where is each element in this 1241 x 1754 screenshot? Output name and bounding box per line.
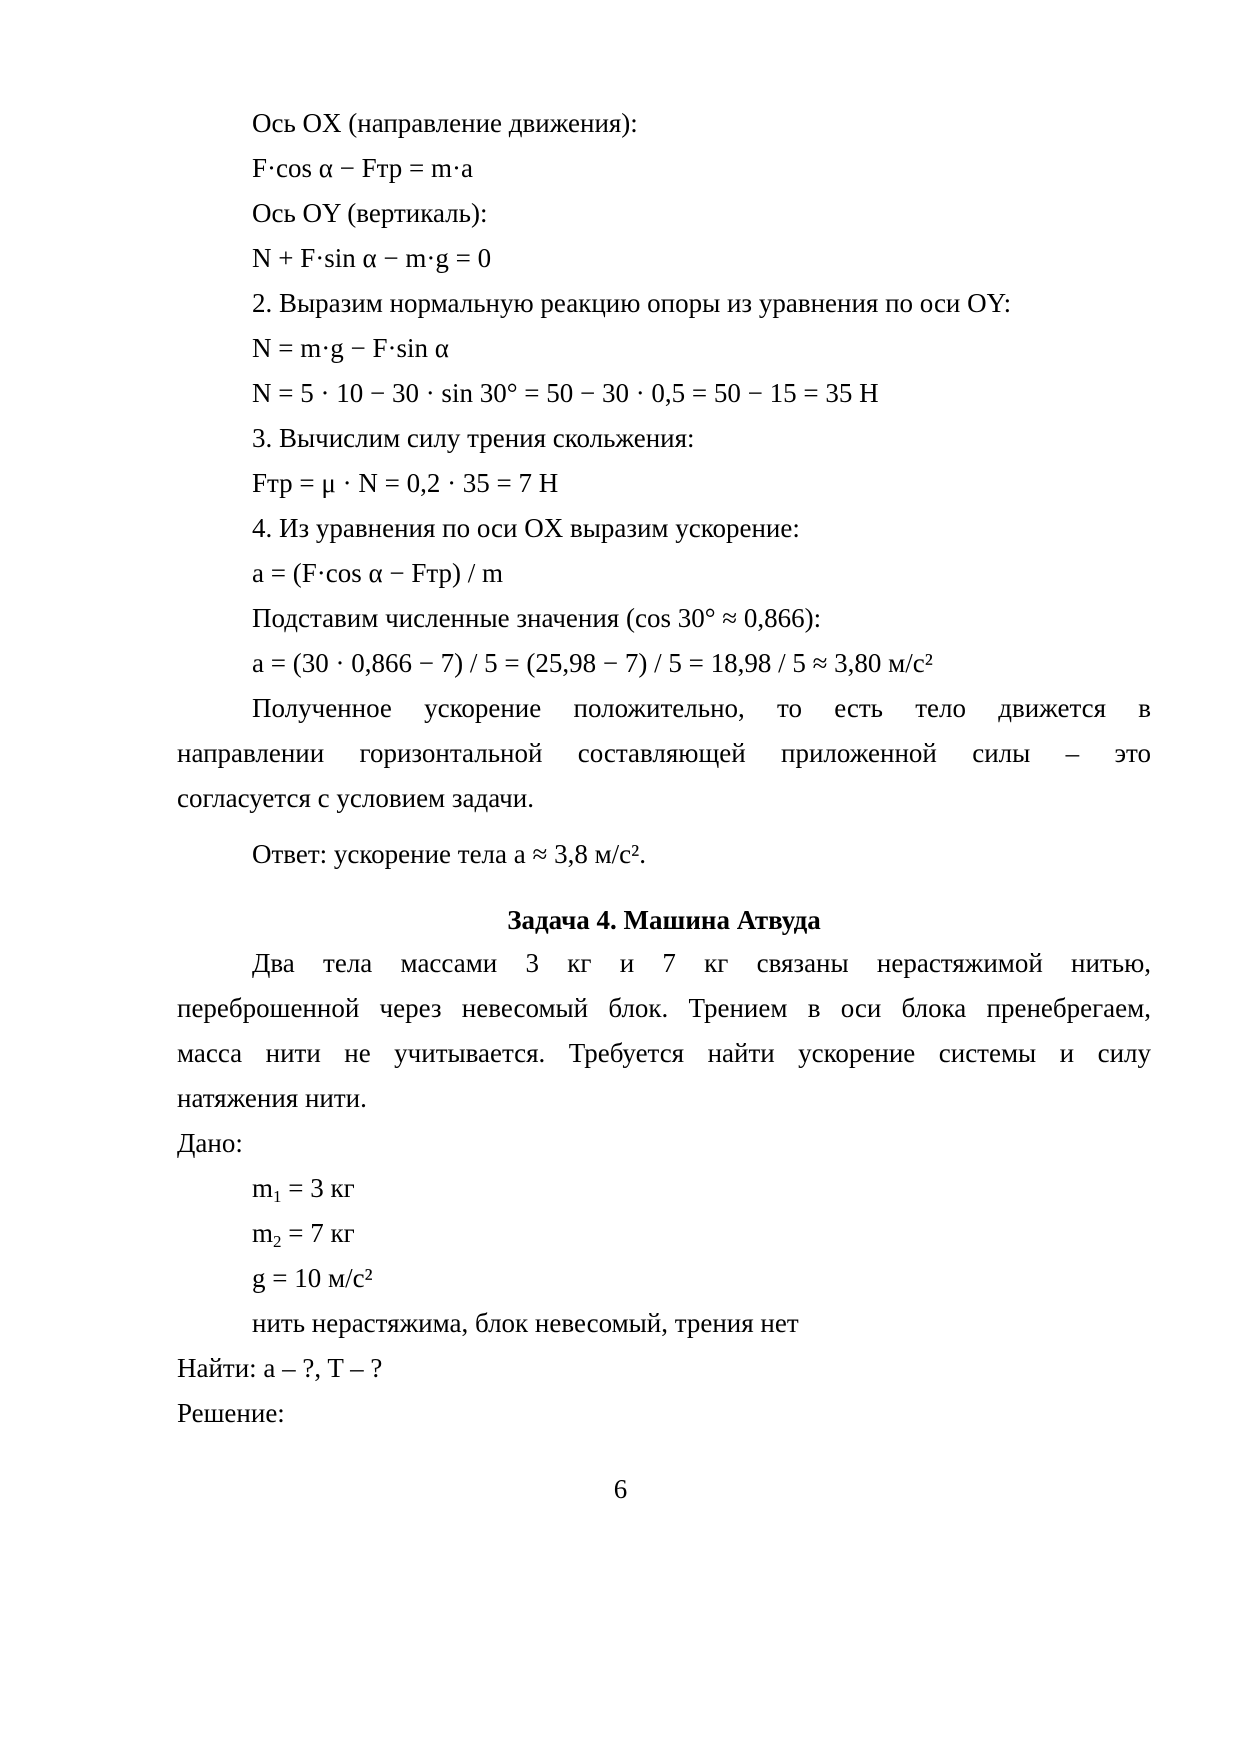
given-g: g = 10 м/с²	[252, 1263, 373, 1293]
given-m2	[252, 1216, 355, 1250]
task-paragraph-line: масса нити не учитывается. Требуется найти ускорение системы и силу	[177, 1038, 1151, 1068]
task-paragraph-line: переброшенной через невесомый блок. Трением в оси блока пренебрегаем,	[177, 993, 1151, 1023]
conclusion-paragraph-line: согласуется с условием задачи.	[177, 783, 534, 813]
task-paragraph-line: Два тела массами 3 кг и 7 кг связаны нерастяжимой нитью,	[252, 948, 1151, 978]
m2-value: = 7 кг	[281, 1218, 355, 1248]
equation-line: N + F·sin α − m·g = 0	[252, 243, 492, 273]
page-number: 6	[613, 1474, 628, 1504]
find-line: Найти: a – ?, T – ?	[177, 1353, 383, 1383]
text-line: 4. Из уравнения по оси OX выразим ускорение:	[252, 513, 800, 543]
text-line: 2. Выразим нормальную реакцию опоры из уравнения по оси OY:	[252, 288, 1012, 318]
conclusion-paragraph-line: направлении горизонтальной составляющей приложенной силы – это	[177, 738, 1151, 768]
task-paragraph-line: натяжения нити.	[177, 1083, 367, 1113]
m1-subscript: 1	[273, 1187, 282, 1206]
text-line: Подставим численные значения (cos 30° ≈ 0,866):	[252, 603, 822, 633]
m1-value: = 3 кг	[281, 1173, 355, 1203]
equation-line: N = 5 · 10 − 30 · sin 30° = 50 − 30 · 0,5 = 50 − 15 = 35 Н	[252, 378, 879, 408]
text-line: Ось OX (направление движения):	[252, 108, 638, 138]
solution-label: Решение:	[177, 1398, 285, 1428]
equation-line: a = (30 · 0,866 − 7) / 5 = (25,98 − 7) / 5 = 18,98 / 5 ≈ 3,80 м/с²	[252, 648, 933, 678]
conclusion-paragraph-line: Полученное ускорение положительно, то есть тело движется в	[252, 693, 1151, 723]
text-line: Ось OY (вертикаль):	[252, 198, 488, 228]
task-heading: Задача 4. Машина Атвуда	[507, 905, 821, 935]
given-conditions: нить нерастяжима, блок невесомый, трения нет	[252, 1308, 799, 1338]
equation-line: N = m·g − F·sin α	[252, 333, 449, 363]
answer-line: Ответ: ускорение тела a ≈ 3,8 м/с².	[252, 839, 646, 869]
equation-line: a = (F·cos α − Fтр) / m	[252, 558, 503, 588]
m2-subscript: 2	[273, 1232, 282, 1251]
m1-symbol: m	[252, 1173, 274, 1203]
given-label: Дано:	[177, 1128, 243, 1158]
equation-line: F·cos α − Fтр = m·a	[252, 153, 473, 183]
m2-symbol: m	[252, 1218, 274, 1248]
equation-line: Fтр = μ · N = 0,2 · 35 = 7 Н	[252, 468, 559, 498]
given-m1	[252, 1171, 355, 1205]
text-line: 3. Вычислим силу трения скольжения:	[252, 423, 695, 453]
